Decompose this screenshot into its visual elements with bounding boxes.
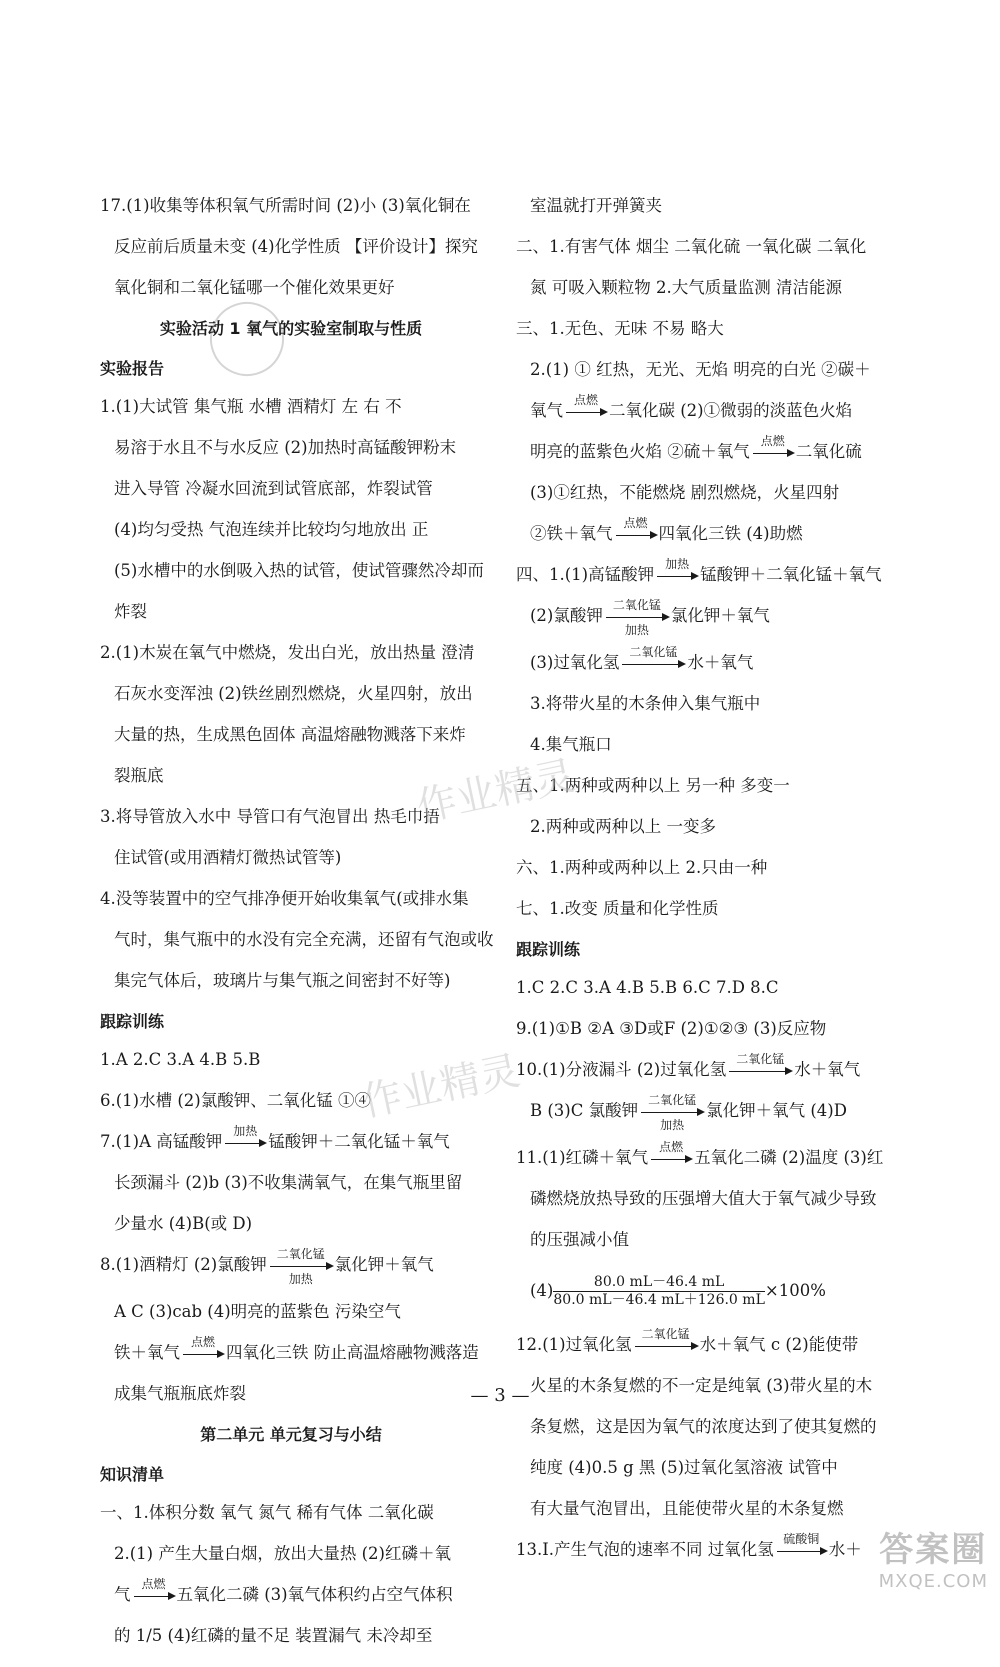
reaction-arrow-icon xyxy=(606,597,668,637)
reaction-arrow-icon xyxy=(566,392,606,421)
reaction-arrow-icon xyxy=(777,1531,826,1560)
section-heading: 知识清单 xyxy=(100,1465,165,1484)
fraction-label: (4) xyxy=(530,1281,554,1300)
section-title: 第二单元 单元复习与小结 xyxy=(200,1425,382,1444)
equation-reactants: 11.(1)红磷＋氧气 xyxy=(516,1148,649,1167)
fraction-numerator: 80.0 mL－46.4 mL xyxy=(553,1274,765,1292)
reaction-condition: 二氧化锰 xyxy=(641,1326,690,1341)
text-line: 进入导管 冷凝水回流到试管底部，炸裂试管 xyxy=(114,479,433,498)
reaction-arrow-icon xyxy=(753,433,793,462)
reaction-arrow-icon xyxy=(635,1326,697,1355)
equation-products: 锰酸钾＋二氧化锰＋氧气 xyxy=(700,565,882,584)
text-line: 2.(1)木炭在氧气中燃烧，发出白光，放出热量 澄清 xyxy=(100,643,475,662)
equation-products: 氯化钾＋氧气 (4)D xyxy=(706,1101,847,1120)
reaction-condition: 点燃 xyxy=(760,433,785,448)
text-line: 2.(1) 产生大量白烟，放出大量热 (2)红磷＋氧 xyxy=(114,1544,451,1563)
text-line: 条复燃，这是因为氧气的浓度达到了使其复燃的 xyxy=(530,1417,877,1436)
text-line: 1.(1)大试管 集气瓶 水槽 酒精灯 左 右 不 xyxy=(100,397,402,416)
equation-products: 五氧化二磷 (3)氧气体积约占空气体积 xyxy=(176,1585,453,1604)
text-line: 成集气瓶瓶底炸裂 xyxy=(114,1384,246,1403)
text-line: 4.没等装置中的空气排净便开始收集氧气(或排水集 xyxy=(100,889,469,908)
fraction-line xyxy=(516,1271,902,1311)
equation-products: 水＋氧气 xyxy=(794,1060,861,1079)
left-column xyxy=(100,196,494,1667)
reaction-arrow-icon xyxy=(641,1092,703,1132)
text-line: 集完气体后，玻璃片与集气瓶之间密封不好等) xyxy=(114,971,451,990)
equation-line xyxy=(100,1576,482,1605)
text-line: 五、1.两种或两种以上 另一种 多变一 xyxy=(516,776,790,795)
reaction-condition: 点燃 xyxy=(573,392,598,407)
reaction-condition-below: 加热 xyxy=(288,1271,313,1286)
equation-reactants: 7.(1)A 高锰酸钾 xyxy=(100,1132,223,1151)
text-line: 2.(1) ① 红热，无光、无焰 明亮的白光 ②碳＋ xyxy=(530,360,871,379)
text-line: 的 1/5 (4)红磷的量不足 装置漏气 未冷却至 xyxy=(114,1626,433,1645)
reaction-arrow-icon xyxy=(657,556,697,585)
section-heading: 跟踪训练 xyxy=(100,1012,165,1031)
text-line: 9.(1)①B ②A ③D或F (2)①②③ (3)反应物 xyxy=(516,1019,827,1038)
text-line: 1.A 2.C 3.A 4.B 5.B xyxy=(100,1050,261,1069)
reaction-condition: 点燃 xyxy=(623,515,648,530)
text-line: A C (3)cab (4)明亮的蓝紫色 污染空气 xyxy=(114,1302,401,1321)
equation-products: 二氧化碳 (2)①微弱的淡蓝色火焰 xyxy=(609,401,853,420)
equation-line xyxy=(516,1326,902,1355)
text-line: 17.(1)收集等体积氧气所需时间 (2)小 (3)氧化铜在 xyxy=(100,196,471,215)
reaction-arrow-icon xyxy=(622,644,684,673)
equation-reactants: 10.(1)分液漏斗 (2)过氧化氢 xyxy=(516,1060,727,1079)
equation-products: 水＋氧气 c (2)能使带 xyxy=(699,1335,859,1354)
reaction-condition: 二氧化锰 xyxy=(612,597,661,612)
watermark-mid-center: 作业精灵 xyxy=(412,752,579,832)
equation-line xyxy=(516,515,902,544)
equation-line xyxy=(516,556,902,585)
equation-reactants: 明亮的蓝紫色火焰 ②硫＋氧气 xyxy=(530,442,750,461)
reaction-condition: 点燃 xyxy=(190,1334,215,1349)
equation-reactants: 8.(1)酒精灯 (2)氯酸钾 xyxy=(100,1255,267,1274)
text-line: 易溶于水且不与水反应 (2)加热时高锰酸钾粉末 xyxy=(114,438,457,457)
reaction-condition: 二氧化锰 xyxy=(276,1246,325,1261)
equation-products: 四氧化三铁 防止高温熔融物溅落造 xyxy=(226,1343,479,1362)
equation-products: 二氧化硫 xyxy=(795,442,862,461)
equation-reactants: 气 xyxy=(114,1585,131,1604)
equation-products: 氯化钾＋氧气 xyxy=(670,606,770,625)
text-line: 2.两种或两种以上 一变多 xyxy=(530,817,716,836)
equation-reactants: 13.Ⅰ.产生气泡的速率不同 过氧化氢 xyxy=(516,1540,774,1559)
text-line: 室温就打开弹簧夹 xyxy=(530,196,662,215)
equation-line xyxy=(100,1123,482,1152)
page-number: — 3 — xyxy=(470,1385,530,1406)
watermark-url: MXQE.COM xyxy=(878,1571,988,1592)
text-line: 石灰水变浑浊 (2)铁丝剧烈燃烧，火星四射，放出 xyxy=(114,684,473,703)
watermark-logo-text: 答案圈 xyxy=(879,1530,988,1570)
reaction-condition: 二氧化锰 xyxy=(648,1092,697,1107)
text-line: 6.(1)水槽 (2)氯酸钾、二氧化锰 ①④ xyxy=(100,1091,371,1110)
text-line: 少量水 (4)B(或 D) xyxy=(114,1214,253,1233)
text-line: 裂瓶底 xyxy=(114,766,164,785)
reaction-arrow-icon xyxy=(616,515,656,544)
text-line: 3.将带火星的木条伸入集气瓶中 xyxy=(530,694,761,713)
equation-products: 水＋ xyxy=(828,1540,862,1559)
equation-line xyxy=(516,392,902,421)
right-column xyxy=(516,196,902,1581)
text-line: (4)均匀受热 气泡连续并比较均匀地放出 正 xyxy=(114,520,429,539)
equation-reactants: (2)氯酸钾 xyxy=(530,606,603,625)
reaction-arrow-icon xyxy=(729,1051,791,1080)
reaction-arrow-icon xyxy=(225,1123,265,1152)
text-line: 有大量气泡冒出，且能使带火星的木条复燃 xyxy=(530,1499,844,1518)
equation-products: 五氧化二磷 (2)温度 (3)红 xyxy=(694,1148,884,1167)
text-line: 纯度 (4)0.5 g 黑 (5)过氧化氢溶液 试管中 xyxy=(530,1458,838,1477)
reaction-condition-below: 加热 xyxy=(660,1117,685,1132)
equation-products: 四氧化三铁 (4)助燃 xyxy=(658,524,803,543)
text-line: (5)水槽中的水倒吸入热的试管，使试管骤然冷却而 xyxy=(114,561,484,580)
reaction-condition: 加热 xyxy=(233,1123,258,1138)
reaction-condition-below: 加热 xyxy=(624,622,649,637)
equation-line xyxy=(516,1051,902,1080)
text-line: (3)①红热，不能燃烧 剧烈燃烧，火星四射 xyxy=(530,483,840,502)
fraction-denominator: 80.0 mL－46.4 mL＋126.0 mL xyxy=(553,1292,765,1308)
text-line: 炸裂 xyxy=(114,602,147,621)
text-line: 反应前后质量未变 (4)化学性质 【评价设计】探究 xyxy=(114,237,478,256)
section-title: 实验活动 1 氧气的实验室制取与性质 xyxy=(159,319,423,338)
equation-line xyxy=(516,644,902,673)
equation-products: 锰酸钾＋二氧化锰＋氧气 xyxy=(268,1132,450,1151)
text-line: 一、1.体积分数 氧气 氮气 稀有气体 二氧化碳 xyxy=(100,1503,434,1522)
text-line: 二、1.有害气体 烟尘 二氧化硫 一氧化碳 二氧化 xyxy=(516,237,867,256)
reaction-arrow-icon xyxy=(651,1139,691,1168)
text-line: 火星的木条复燃的不一定是纯氧 (3)带火星的木 xyxy=(530,1376,873,1395)
fraction xyxy=(553,1274,765,1309)
section-heading: 实验报告 xyxy=(100,359,165,378)
text-line: 七、1.改变 质量和化学性质 xyxy=(516,899,719,918)
reaction-condition: 加热 xyxy=(665,556,690,571)
equation-reactants: ②铁＋氧气 xyxy=(530,524,613,543)
equation-products: 氯化钾＋氧气 xyxy=(334,1255,434,1274)
reaction-condition: 硫酸铜 xyxy=(783,1531,820,1546)
text-line: 磷燃烧放热导致的压强增大值大于氧气减少导致 xyxy=(530,1189,877,1208)
text-line: 长颈漏斗 (2)b (3)不收集满氧气，在集气瓶里留 xyxy=(114,1173,463,1192)
text-line: 4.集气瓶口 xyxy=(530,735,612,754)
reaction-condition: 二氧化锰 xyxy=(629,644,678,659)
reaction-arrow-icon xyxy=(183,1334,223,1363)
reaction-condition: 二氧化锰 xyxy=(736,1051,785,1066)
text-line: 3.将导管放入水中 导管口有气泡冒出 热毛巾捂 xyxy=(100,807,440,826)
text-line: 大量的热，生成黑色固体 高温熔融物溅落下来炸 xyxy=(114,725,466,744)
equation-reactants: B (3)C 氯酸钾 xyxy=(530,1101,639,1120)
watermark-logo xyxy=(879,1522,988,1592)
text-line: 三、1.无色、无味 不易 略大 xyxy=(516,319,724,338)
text-line: 六、1.两种或两种以上 2.只由一种 xyxy=(516,858,768,877)
equation-reactants: (3)过氧化氢 xyxy=(530,653,620,672)
reaction-arrow-icon xyxy=(134,1576,174,1605)
equation-line xyxy=(100,1334,482,1363)
equation-line xyxy=(100,1246,482,1286)
equation-line xyxy=(516,597,902,637)
text-line: 住试管(或用酒精灯微热试管等) xyxy=(114,848,342,867)
section-heading: 跟踪训练 xyxy=(516,940,581,959)
text-line: 1.C 2.C 3.A 4.B 5.B 6.C 7.D 8.C xyxy=(516,978,779,997)
fraction-suffix: ×100% xyxy=(764,1281,826,1300)
text-line: 氧化铜和二氧化锰哪一个催化效果更好 xyxy=(114,278,395,297)
text-line: 的压强减小值 xyxy=(530,1230,629,1249)
equation-reactants: 铁＋氧气 xyxy=(114,1343,180,1362)
reaction-condition: 点燃 xyxy=(141,1576,166,1591)
equation-line xyxy=(516,1139,902,1168)
text-line: 氮 可吸入颗粒物 2.大气质量监测 清洁能源 xyxy=(530,278,842,297)
watermark-mid-left: 作业精灵 xyxy=(357,1047,524,1127)
equation-line xyxy=(516,1531,902,1560)
reaction-arrow-icon xyxy=(270,1246,332,1286)
equation-reactants: 氧气 xyxy=(530,401,563,420)
equation-reactants: 12.(1)过氧化氢 xyxy=(516,1335,632,1354)
equation-line xyxy=(516,433,902,462)
text-line: 气时，集气瓶中的水没有完全充满，还留有气泡或收 xyxy=(114,930,494,949)
equation-products: 水＋氧气 xyxy=(687,653,754,672)
reaction-condition: 点燃 xyxy=(659,1139,684,1154)
equation-reactants: 四、1.(1)高锰酸钾 xyxy=(516,565,655,584)
equation-line xyxy=(516,1092,902,1132)
